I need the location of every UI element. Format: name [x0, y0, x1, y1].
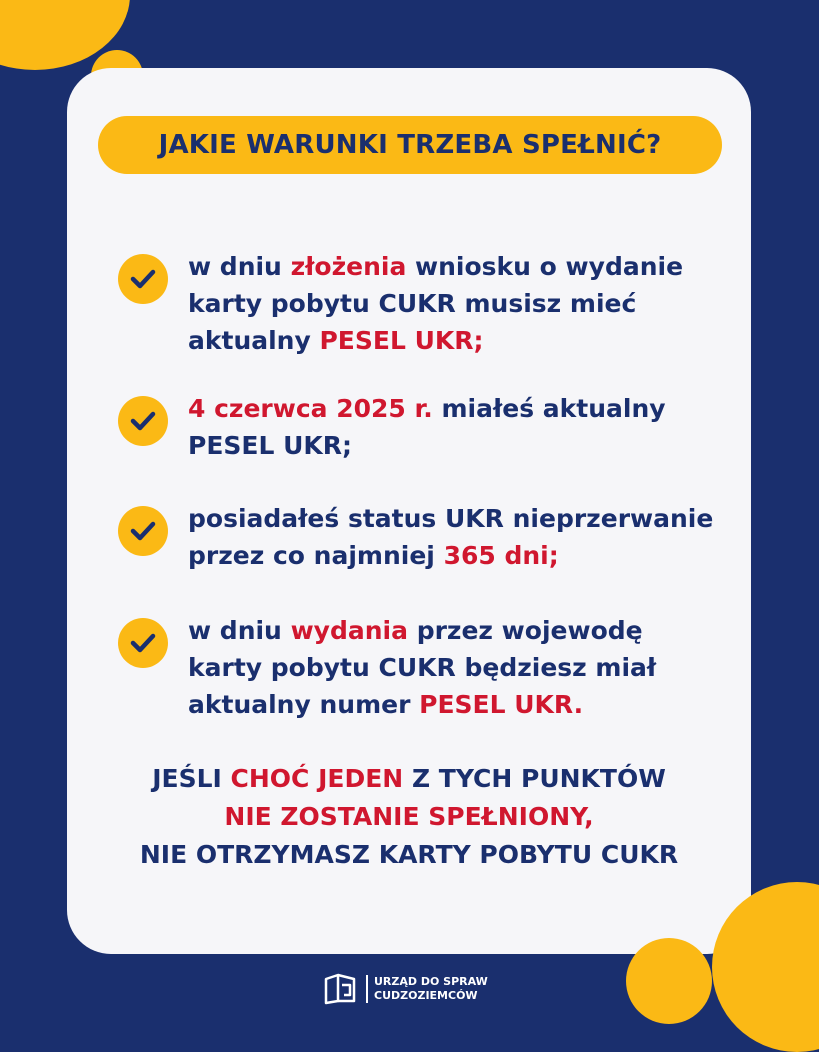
body-text: wniosku o wydanie [406, 252, 684, 281]
highlight-text: NIE ZOSTANIE SPEŁNIONY, [224, 802, 594, 831]
highlight-text: PESEL UKR; [319, 326, 484, 355]
text-line [67, 836, 751, 874]
page-title: JAKIE WARUNKI TRZEBA SPEŁNIĆ? [158, 130, 662, 160]
body-text: PESEL UKR; [188, 431, 353, 460]
text-line [67, 798, 751, 836]
footer-logo [322, 971, 488, 1007]
text-line [188, 322, 748, 359]
body-text: karty pobytu CUKR musisz mieć [188, 289, 637, 318]
body-text: NIE OTRZYMASZ KARTY POBYTU CUKR [139, 840, 679, 869]
highlight-text: wydania [290, 616, 408, 645]
body-text: JEŚLI [152, 764, 231, 793]
check-icon [118, 506, 168, 556]
title-banner [98, 116, 722, 174]
body-text: przez co najmniej [188, 541, 444, 570]
body-text: aktualny [188, 326, 320, 355]
body-text: miałeś aktualny [432, 394, 666, 423]
condition-text [188, 612, 748, 723]
highlight-text: 365 dni; [443, 541, 559, 570]
office-logo-icon [322, 971, 358, 1007]
text-line [188, 686, 748, 723]
body-text: karty pobytu CUKR będziesz miał [188, 653, 657, 682]
condition-text [188, 390, 748, 464]
text-line [188, 427, 748, 464]
body-text: w dniu [188, 616, 291, 645]
body-text: posiadałeś status UKR nieprzerwanie [188, 504, 714, 533]
text-line [188, 537, 748, 574]
text-line [188, 500, 748, 537]
text-line [188, 390, 748, 427]
highlight-text: PESEL UKR. [419, 690, 584, 719]
text-line [67, 760, 751, 798]
highlight-text: 4 czerwca 2025 r. [188, 394, 433, 423]
decor-circle-bottom-mid [626, 938, 712, 1024]
condition-text [188, 248, 748, 359]
text-line [188, 248, 748, 285]
check-icon [118, 618, 168, 668]
check-icon [118, 396, 168, 446]
logo-line-1: URZĄD DO SPRAW [374, 975, 488, 988]
condition-text [188, 500, 748, 574]
highlight-text: złożenia [290, 252, 407, 281]
warning-text [67, 760, 751, 874]
highlight-text: CHOĆ JEDEN [230, 764, 404, 793]
body-text: aktualny numer [188, 690, 420, 719]
body-text: Z TYCH PUNKTÓW [403, 764, 666, 793]
check-icon [118, 254, 168, 304]
body-text: w dniu [188, 252, 291, 281]
body-text: przez wojewodę [407, 616, 643, 645]
logo-line-2: CUDZOZIEMCÓW [374, 989, 478, 1002]
text-line [188, 612, 748, 649]
text-line [188, 285, 748, 322]
text-line [188, 649, 748, 686]
